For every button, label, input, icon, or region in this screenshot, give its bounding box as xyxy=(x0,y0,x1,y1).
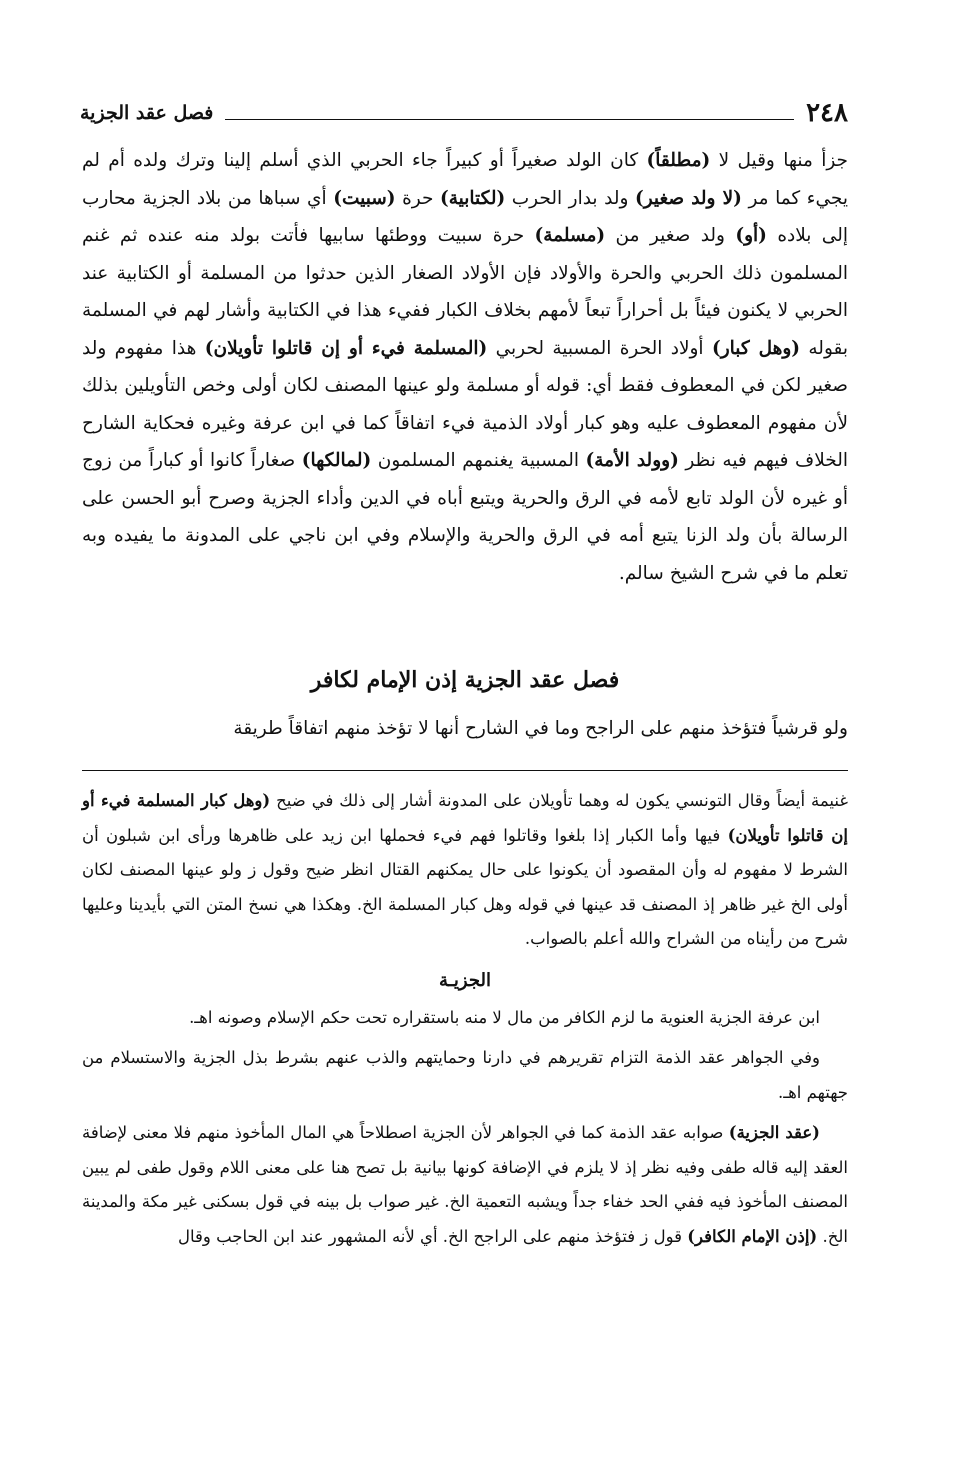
bold-term: (إذن الإمام الكافر) xyxy=(687,1226,818,1246)
text-run: كان الولد صغيراً أو كبيراً جاء الحربي الذي أسلم إلينا وترك ولده أم لم يجيء كما مر xyxy=(82,150,848,209)
running-title: فصل عقد الجزية xyxy=(80,102,214,124)
bold-term: (أو) xyxy=(735,225,767,246)
header-rule xyxy=(225,119,794,120)
text-run: حرة xyxy=(395,187,440,209)
text-run: ولد صغير من xyxy=(605,225,736,246)
bold-term: (وولد الأمة) xyxy=(585,450,679,471)
footnotes xyxy=(82,784,848,1254)
bold-term: (مسلمة) xyxy=(534,225,606,246)
text-run: أي سباها من بلاد الجزية محارب إلى بلاده xyxy=(82,187,848,246)
text-run: فيها وأما الكبار إذا بلغوا وقاتلوا فهم فيء فحملها ابن زيد على ظاهرها ورأى ابن شبلون أن الشرط لا مفهوم له وأن المقصود أن يكونوا على حال يمكنهم القتال انظر ضيح وقول ز ولو عينها المصنف لكان أولى الخ غير ظاهر إذ المصنف قد عينها في قوله وهل كبار المسلمة الخ. وهكذا هي نسخ المتن التي بأيدينا وعليها شرح من رأيناه من الشراح والله أعلم بالصواب. xyxy=(82,825,848,948)
bold-term: (لمالكها) xyxy=(301,450,372,471)
footnote-heading: الجزيـة xyxy=(439,969,491,991)
text-run: ولد بدار الحرب xyxy=(505,187,635,209)
page-header xyxy=(80,88,848,128)
text-run: حرة سبيت ووطئها سابيها فأتت بولد منه عنده ثم غنم المسلمون ذلك الحربي والحرة والأولاد فإن الأولاد الصغار الذين حدثوا من المسلمة أو الكتابية عند الحربي لا يكنون فيئاً بل أحراراً تبعاً لأمهم بخلاف الكبار ففيء هذا في الكتابية وأشار لهم في المسلمة بقوله xyxy=(82,225,849,359)
section-heading: فصل عقد الجزية إذن الإمام لكافر xyxy=(310,667,620,693)
bold-term: (المسلمة فيء أو إن قاتلوا تأويلان) xyxy=(204,337,488,359)
section-paragraph: ولو قرشياً فتؤخذ منهم على الراجح وما في الشارح أنها لا تؤخذ منهم اتفاقاً طريقة xyxy=(233,718,848,739)
footnote-paragraph-4 xyxy=(82,1116,848,1254)
bold-term: (وهل كبار المسلمة فيء أو إن قاتلوا تأويلان) xyxy=(82,791,848,845)
text-run: صغاراً كانوا أو كباراً من زوج أو غيره لأن الولد تابع لأمه في الرق والحرية ويتبع أباه في الدين وأداء الجزية وصرح أبو الحسن على الرسالة بأن ولد الزنا يتبع أمه في الرق والحرية والإسلام وفي ابن ناجي على المدونة ما يفيده وبه تعلم ما في شرح الشيخ سالم. xyxy=(82,450,848,584)
text-run: جزأ منها وقيل لا xyxy=(710,150,848,171)
footnote-paragraph-2: ابن عرفة الجزية العنوية ما لزم الكافر من مال لا منه باستقراره تحت حكم الإسلام وصونه اهـ. xyxy=(189,1007,820,1027)
text-run: أولاد الحرة المسبية لحربي xyxy=(487,337,712,359)
bold-term: (مطلقاً) xyxy=(646,150,711,171)
bold-term: (سبيت) xyxy=(333,187,396,209)
text-run: غنيمة أيضاً وقال التونسي يكون له وهما تأويلان على المدونة أشار إلى ذلك في ضيح xyxy=(270,791,848,810)
bold-term: (لا ولد صغير) xyxy=(634,187,742,209)
text-run: صوابه عقد الذمة كما في الجواهر لأن الجزية اصطلاحاً هي المال المأخوذ منهم فلا معنى لإضافة العقد إليه قاله طفى وفيه نظر إذ لا يلزم في الإضافة كونها بيانية بل تصح هنا على معنى اللام وقول طفى لم يبين المصنف المأخوذ فيه ففي الحد خفاء جداً ويشبه التعمية الخ. غير صواب بل بينه في قول بسكنى غير مكة والمدينة الخ. xyxy=(82,1123,848,1246)
page-number: ٢٤٨ xyxy=(806,98,848,128)
text-run: المسبية يغنمهم المسلمون xyxy=(371,450,586,471)
section-text xyxy=(82,710,848,748)
main-text xyxy=(82,142,848,592)
main-paragraph xyxy=(82,142,848,592)
text-run: هذا مفهوم ولد صغير لكن في المعطوف فقط أي: قوله أو مسلمة ولو عينها المصنف لكان أولى وخص التأويلين بذلك لأن مفهوم المعطوف عليه وهو كبار أولاد الذمية فيء اتفاقاً كما في ابن عرفة وغيره فحكاية الشارح الخلاف فيهم فيه نظر xyxy=(82,337,848,471)
bold-term: (لكتابية) xyxy=(439,187,506,209)
bold-term: (عقد الجزية) xyxy=(728,1123,820,1142)
footnote-paragraph-3: وفي الجواهر عقد الذمة التزام تقريرهم في دارنا وحمايتهم والذب عنهم بشرط بذل الجزية والاستسلام من جهتهم اهـ. xyxy=(82,1048,848,1102)
footnote-separator xyxy=(82,770,848,771)
footnote-paragraph-1 xyxy=(82,784,848,957)
text-run: قول ز فتؤخذ منهم على الراجح الخ. أي لأنه المشهور عند ابن الحاجب وقال xyxy=(177,1226,688,1246)
bold-term: (وهل كبار) xyxy=(711,337,801,359)
